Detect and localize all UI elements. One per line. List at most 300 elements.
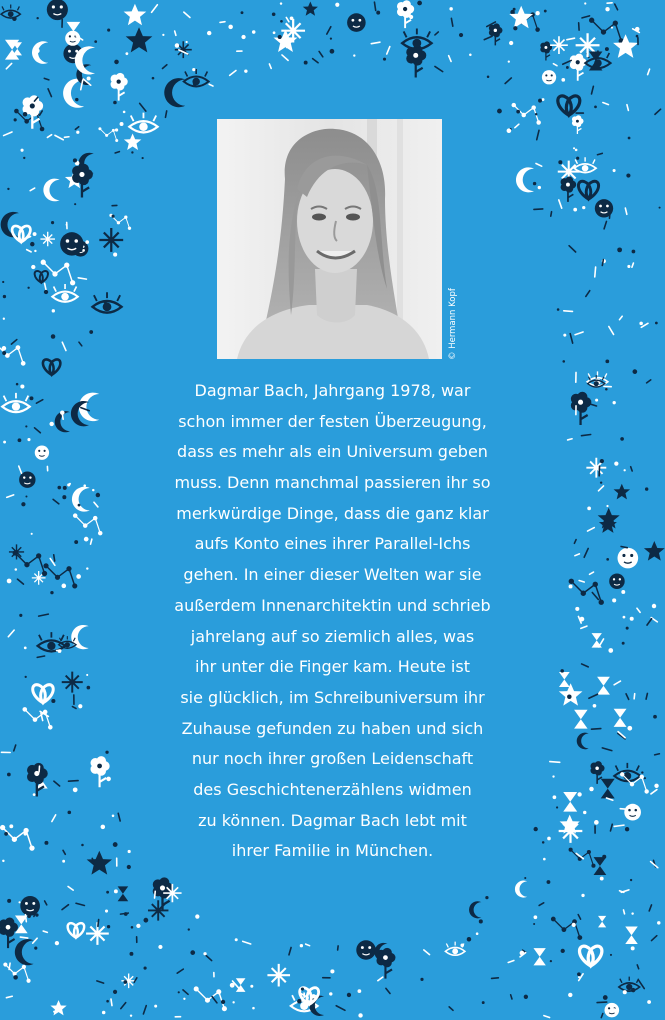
dash [33,938,37,943]
constellation-star [26,979,30,983]
dash [589,694,598,698]
star-icon [644,541,665,561]
flower-icon [72,164,93,198]
star-shape [644,541,665,561]
constellation-star [42,571,47,576]
face-eye [551,74,553,76]
dot [7,899,11,903]
face-eye [635,809,638,812]
flower-icon [376,948,395,979]
pupil [8,11,14,17]
face-circle [347,13,366,32]
dot [578,976,580,978]
star-icon [87,851,112,875]
dash [78,278,86,279]
constellation-icon [194,986,227,1011]
dot [301,987,304,990]
dot [89,330,93,334]
dot [63,486,67,490]
dot [613,169,616,172]
pretzel-icon [68,923,85,938]
dash [637,608,640,612]
flower-center [403,7,407,11]
dot [621,590,625,594]
dash [386,988,390,993]
dot [3,295,6,298]
dot [610,954,612,956]
dot [516,110,520,114]
dot [659,207,661,209]
dash [655,109,661,114]
face-circle [624,804,641,821]
star-icon [124,4,147,25]
stem [162,896,169,910]
dot [50,591,53,594]
constellation-star [72,583,77,588]
dash [597,153,602,154]
dot [575,149,578,152]
dash [63,850,65,854]
dash [550,762,560,763]
face-circle [20,896,40,916]
dot [127,865,131,869]
dash [98,920,99,927]
dash [451,18,452,26]
dot [58,649,62,653]
dot [143,918,148,923]
dash [597,1002,607,1003]
face-icon [347,13,366,32]
dot [131,151,133,153]
sparkle-rays [99,228,123,252]
sparkle-icon [40,232,55,247]
dot [73,158,77,162]
dash [184,12,190,17]
dot [178,991,180,993]
dash [484,36,492,39]
hourglass-shape [559,672,570,687]
dash [54,781,60,786]
flower-icon [397,0,414,28]
dash [17,579,23,584]
constellation-star [535,27,539,31]
dash [581,434,590,435]
constellation-star [16,345,21,350]
constellation-star [589,18,594,23]
dot [636,35,639,38]
constellation-star [48,725,53,730]
constellation-star [43,563,48,568]
dot [2,281,4,283]
star-icon [124,133,141,149]
dash [601,1014,603,1018]
dot [101,825,106,830]
dot [535,113,537,115]
lashes [94,292,120,301]
dash [155,891,156,898]
dot [587,507,591,511]
moon-shape [577,733,589,750]
star-icon [126,27,153,52]
moon-icon [72,487,90,512]
dash [140,103,146,111]
dot [106,1000,109,1003]
dot [606,558,609,561]
dot [142,157,144,159]
dot [550,960,552,962]
face-eye [52,5,55,8]
dash [567,38,575,39]
face-icon [35,445,49,459]
flower-center [413,53,418,58]
dash [603,103,609,105]
face-eye [44,450,46,452]
flower-icon [561,177,577,202]
dot [467,937,471,941]
bio-line: sie glücklich, im Schreibuniversum ihr [180,687,485,707]
constellation-star [73,513,78,518]
face-icon [60,232,83,255]
dash [624,910,625,914]
constellation-star [64,262,69,267]
eye-icon [2,393,29,412]
constellation-icon [551,917,582,940]
dot [582,206,585,209]
face-eye [368,946,371,949]
dot [563,334,566,337]
dot [513,26,517,30]
constellation-star [599,600,604,605]
eye-icon [619,977,640,992]
face-circle [542,70,556,84]
dash [575,554,579,556]
dot [584,2,586,4]
dash [37,656,44,657]
dot [535,11,539,15]
moon-icon [516,167,534,192]
bio-line: muss. Denn manchmal passieren ihr so [174,473,491,493]
dot [27,287,29,289]
dash [649,905,651,911]
dot [16,383,19,386]
dot [250,985,253,988]
dot [409,15,413,19]
dot [33,232,37,236]
dash [30,188,35,191]
flower-icon [489,23,503,45]
face-eye [622,554,625,557]
lashes [185,69,207,76]
dash [230,70,236,75]
dot [558,160,562,164]
dot [280,2,282,4]
hourglass-icon [559,672,570,687]
hourglass-shape [118,886,129,901]
dot [568,993,572,997]
dot [631,946,635,950]
hourglass-shape [574,710,588,729]
dash [162,65,166,69]
dot [557,308,560,311]
dot [593,704,597,708]
dot [123,980,127,984]
dot [112,815,115,818]
dot [572,923,576,927]
face-circle [356,940,376,960]
dot [221,1000,225,1004]
flower-icon [111,73,128,101]
constellation-star [587,850,591,854]
dot [81,844,84,847]
face-icon [20,896,40,916]
hourglass-shape [625,927,638,945]
dot [2,860,4,862]
pretzel-shape [580,946,602,966]
dash [536,163,542,166]
constellation-star [22,707,27,712]
dash [505,78,511,84]
dot [124,912,128,916]
dot [24,647,27,650]
dot [297,999,301,1003]
stem [100,774,107,787]
dot [577,972,581,976]
moon-icon [469,901,481,918]
flower-center [576,120,579,123]
dot [605,47,609,51]
dot [52,309,55,312]
hourglass-icon [598,916,606,927]
sparkle-rays [267,964,290,987]
dot [252,1007,255,1010]
dot [575,607,579,611]
dash [652,936,657,941]
lashes [4,393,29,401]
dot [329,992,332,995]
dot [542,841,545,844]
dot [207,31,211,35]
dash [570,334,572,343]
dash [79,342,82,346]
dot [613,401,616,404]
dash [604,221,606,228]
constellation-star [3,962,7,966]
constellation-star [33,717,38,722]
dot [4,832,8,836]
dot [627,265,630,268]
constellation-star [52,271,57,276]
stem [119,89,125,101]
dot [30,396,34,400]
dash [143,1006,146,1014]
dash [492,978,499,979]
stem [8,935,15,948]
dash [52,815,56,822]
dot [605,7,609,11]
constellation-star [591,864,595,868]
dot [62,495,66,499]
constellation-star [22,965,26,969]
dash [655,754,660,755]
dot [562,360,565,363]
dot [508,61,510,63]
dot [273,31,276,34]
hourglass-shape [614,709,627,727]
dot [152,77,155,80]
face-eye [29,476,31,478]
dash [511,995,512,999]
dot [300,944,303,947]
face-eye [69,35,71,37]
dot [49,422,53,426]
dot [74,540,78,544]
moon-icon [164,78,185,107]
hourglass-shape [236,978,246,992]
dot [627,726,632,731]
dot [73,787,78,792]
eye-icon [402,28,431,49]
flower-icon [540,41,552,60]
dot [114,889,118,893]
pretzel-icon [580,946,602,966]
constellation-star [128,227,131,230]
face-icon [624,804,641,821]
face-icon [356,940,376,960]
hourglass-icon [574,710,588,729]
dash [121,1003,126,1009]
dot [335,3,339,7]
dash [55,135,63,139]
constellation-star [24,562,29,567]
dot [567,695,572,700]
constellation-icon [73,513,103,535]
constellation-star [601,29,606,34]
dash [582,16,590,18]
sparkle-icon [62,672,83,693]
dash [602,748,612,751]
dash [586,291,590,297]
dash [45,901,47,905]
dash [152,5,158,13]
dash [62,905,68,910]
dot [358,989,362,993]
dot [581,894,584,897]
pupil [47,642,55,650]
dot [14,118,17,121]
dash [647,619,652,625]
hourglass-shape [597,677,610,695]
dot [185,41,187,43]
dot [358,1013,362,1017]
flower-center [494,29,497,32]
dash [76,903,84,905]
dot [3,441,6,444]
dot [632,250,636,254]
dash [371,42,380,43]
dash [544,1016,550,1018]
dot [487,76,490,79]
face-eye [38,450,40,452]
dot [102,1011,106,1015]
dash [336,1006,345,1011]
dash [40,111,43,115]
dash [19,466,22,473]
dot [3,318,5,320]
dash [435,32,438,35]
dash [651,790,657,794]
dash [646,693,647,699]
hourglass-icon [13,42,22,55]
constellation-star [41,260,46,265]
moon-shape [15,939,34,965]
star-icon [303,2,318,16]
dot [105,751,108,754]
dot [112,215,115,218]
dash [20,937,27,938]
dash [25,915,26,922]
sparkle-icon [550,36,568,54]
flower-center [6,925,11,930]
dash [647,380,651,383]
star-shape [303,2,318,16]
dot [92,489,94,491]
bio-line: jahrelang auf so ziemlich alles, was [190,626,475,646]
face-eye [358,19,361,22]
dot [611,27,613,29]
dash [575,332,583,335]
dash [8,630,14,637]
flower-icon [0,918,18,949]
stem [495,36,500,45]
bio-line: dass es mehr als ein Universum geben [177,442,488,462]
dot [653,715,657,719]
dash [220,22,225,23]
dot [278,35,282,39]
dot [158,945,162,949]
constellation-star [29,845,34,850]
pretzel-shape [43,359,60,374]
face-eye [628,809,631,812]
dash [569,246,576,252]
moon-icon [15,939,34,965]
dash [595,267,596,277]
dot [272,13,276,17]
dot [61,584,66,589]
dot [376,11,380,15]
dot [136,924,140,928]
constellation-star [21,361,26,366]
hourglass-icon [597,677,610,695]
constellation-star [536,120,540,124]
dot [524,877,526,879]
dash [551,212,552,216]
dot [534,827,538,831]
dot [497,109,502,114]
eye-icon [1,5,20,18]
dot [78,704,82,708]
constellation-star [569,848,573,852]
moon-shape [164,78,185,107]
face-eye [599,205,602,208]
pupil [61,293,69,301]
dot [459,33,463,37]
dash [43,931,47,932]
dash [568,439,572,440]
dot [228,25,232,29]
dot [57,486,61,490]
dash [387,47,390,54]
pretzel-icon [12,226,30,242]
